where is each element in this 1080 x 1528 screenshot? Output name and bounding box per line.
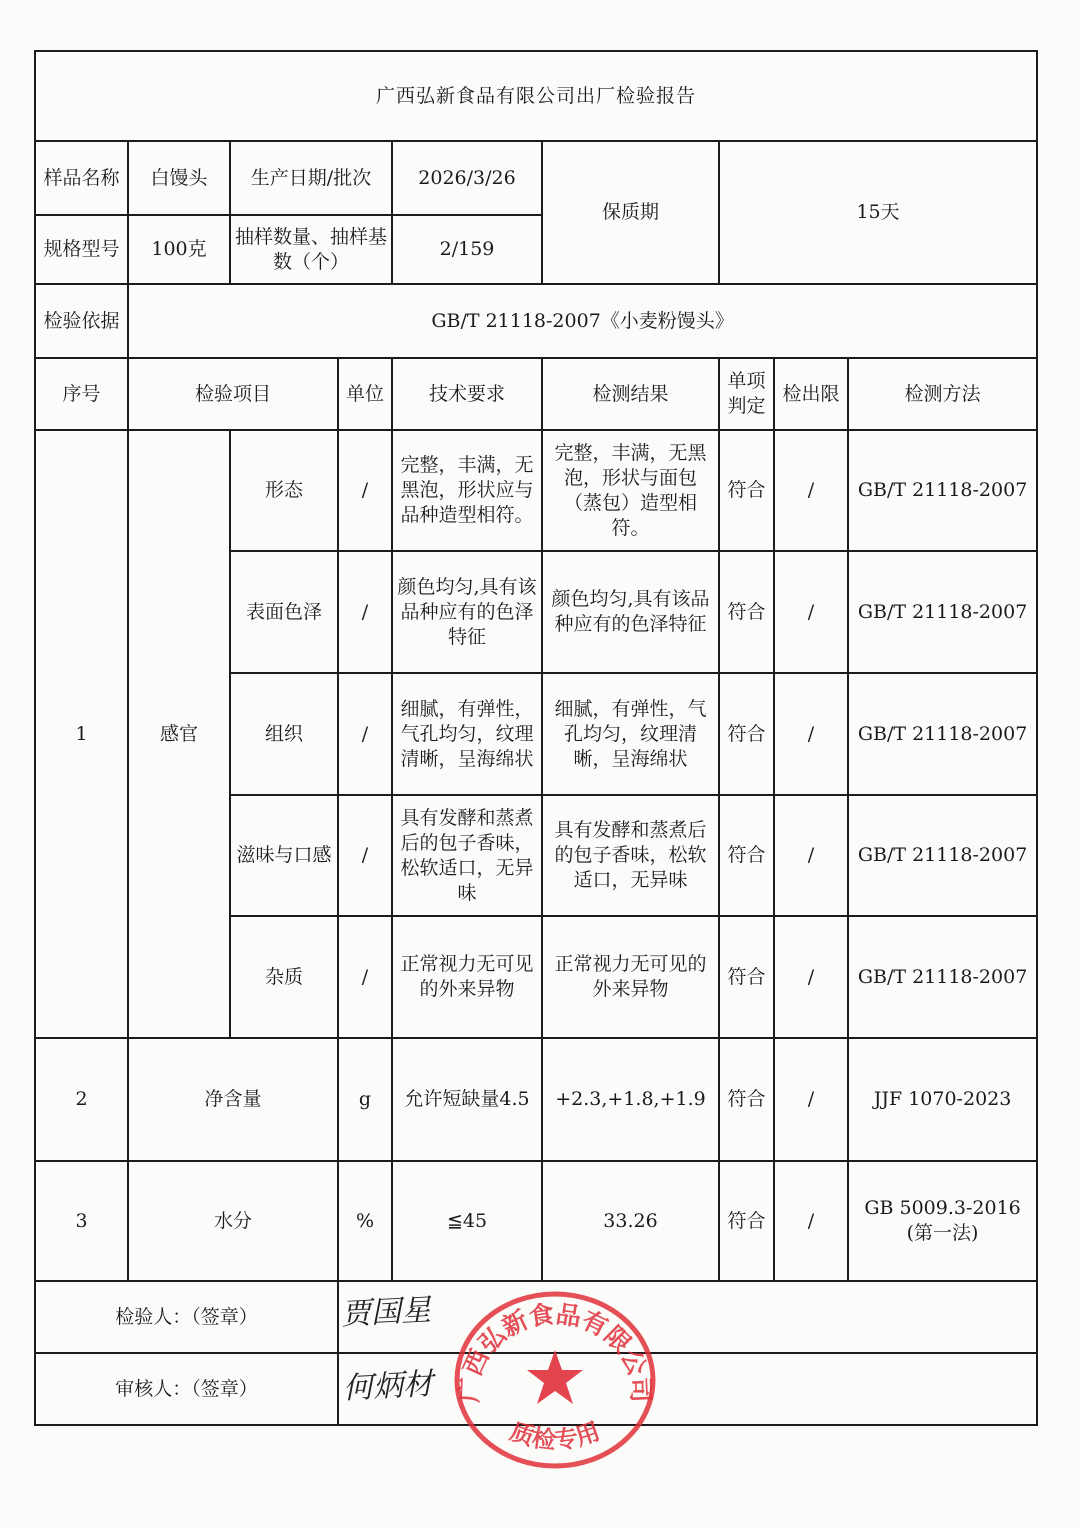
row-limit: / (774, 1161, 848, 1281)
row-limit: / (774, 1038, 848, 1161)
row-verdict: 符合 (719, 1038, 774, 1161)
row-unit: / (338, 551, 392, 673)
col-header-limit: 检出限 (774, 358, 848, 430)
row-item: 水分 (128, 1161, 338, 1281)
company-seal (450, 1288, 660, 1473)
col-header-method: 检测方法 (848, 358, 1037, 430)
inspector-label: 检验人：（签章） (35, 1281, 338, 1353)
sample-name-label: 样品名称 (35, 141, 128, 215)
seal-top-text: 广西弘新食品有限公司 (454, 1299, 656, 1404)
shelf-life-value: 15天 (719, 141, 1037, 284)
seal-star-icon (527, 1350, 583, 1404)
row-requirement: 具有发酵和蒸煮后的包子香味，松软适口，无异味 (392, 795, 542, 916)
row-verdict: 符合 (719, 1161, 774, 1281)
row-limit: / (774, 430, 848, 551)
row-category: 感官 (128, 430, 230, 1038)
row-method: JJF 1070-2023 (848, 1038, 1037, 1161)
inspector-signature: 贾国星 (340, 1292, 432, 1333)
row-item: 滋味与口感 (230, 795, 338, 916)
seal-bottom-text: 质检专用 (506, 1417, 604, 1455)
row-result: 完整，丰满，无黑泡，形状与面包（蒸包）造型相符。 (542, 430, 719, 551)
row-item: 杂质 (230, 916, 338, 1038)
col-header-verdict: 单项判定 (719, 358, 774, 430)
col-header-no: 序号 (35, 358, 128, 430)
row-unit: % (338, 1161, 392, 1281)
row-requirement: 颜色均匀,具有该品种应有的色泽特征 (392, 551, 542, 673)
row-result: 正常视力无可见的外来异物 (542, 916, 719, 1038)
row-verdict: 符合 (719, 430, 774, 551)
row-item: 表面色泽 (230, 551, 338, 673)
basis-label: 检验依据 (35, 284, 128, 358)
svg-text:质检专用 (506, 1417, 603, 1455)
row-item: 净含量 (128, 1038, 338, 1161)
row-no: 3 (35, 1161, 128, 1281)
row-no: 1 (35, 430, 128, 1038)
row-verdict: 符合 (719, 673, 774, 795)
reviewer-signature-cell (338, 1353, 1037, 1425)
row-item: 形态 (230, 430, 338, 551)
inspection-report-table (34, 50, 1038, 1426)
report-title: 广西弘新食品有限公司出厂检验报告 (35, 51, 1037, 141)
row-method: GB/T 21118-2007 (848, 551, 1037, 673)
prod-date-value: 2026/3/26 (392, 141, 542, 215)
row-method: GB/T 21118-2007 (848, 916, 1037, 1038)
row-unit: / (338, 430, 392, 551)
table-row (35, 1038, 1037, 1161)
col-header-requirement: 技术要求 (392, 358, 542, 430)
row-unit: g (338, 1038, 392, 1161)
row-result: 具有发酵和蒸煮后的包子香味，松软适口，无异味 (542, 795, 719, 916)
row-verdict: 符合 (719, 795, 774, 916)
spec-value: 100克 (128, 215, 230, 284)
row-verdict: 符合 (719, 551, 774, 673)
row-result: +2.3,+1.8,+1.9 (542, 1038, 719, 1161)
col-header-result: 检测结果 (542, 358, 719, 430)
row-verdict: 符合 (719, 916, 774, 1038)
row-requirement: 完整，丰满，无黑泡，形状应与品种造型相符。 (392, 430, 542, 551)
reviewer-label: 审核人：（签章） (35, 1353, 338, 1425)
sample-qty-value: 2/159 (392, 215, 542, 284)
row-method: GB 5009.3-2016(第一法) (848, 1161, 1037, 1281)
row-limit: / (774, 795, 848, 916)
row-item: 组织 (230, 673, 338, 795)
row-requirement: ≦45 (392, 1161, 542, 1281)
row-requirement: 正常视力无可见的外来异物 (392, 916, 542, 1038)
row-method: GB/T 21118-2007 (848, 673, 1037, 795)
row-unit: / (338, 916, 392, 1038)
row-unit: / (338, 795, 392, 916)
row-no: 2 (35, 1038, 128, 1161)
table-row (35, 430, 1037, 551)
row-method: GB/T 21118-2007 (848, 430, 1037, 551)
basis-value: GB/T 21118-2007《小麦粉馒头》 (128, 284, 1037, 358)
spec-label: 规格型号 (35, 215, 128, 284)
sample-qty-label: 抽样数量、抽样基数（个） (230, 215, 392, 284)
col-header-item: 检验项目 (128, 358, 338, 430)
row-requirement: 允许短缺量4.5 (392, 1038, 542, 1161)
reviewer-signature: 何炳材 (342, 1366, 434, 1407)
sample-name-value: 白馒头 (128, 141, 230, 215)
row-result: 33.26 (542, 1161, 719, 1281)
row-result: 颜色均匀,具有该品种应有的色泽特征 (542, 551, 719, 673)
row-method: GB/T 21118-2007 (848, 795, 1037, 916)
row-requirement: 细腻，有弹性，气孔均匀，纹理清晰，呈海绵状 (392, 673, 542, 795)
shelf-life-label: 保质期 (542, 141, 719, 284)
table-row (35, 1161, 1037, 1281)
col-header-unit: 单位 (338, 358, 392, 430)
row-limit: / (774, 673, 848, 795)
row-unit: / (338, 673, 392, 795)
inspector-signature-cell (338, 1281, 1037, 1353)
row-limit: / (774, 551, 848, 673)
row-result: 细腻，有弹性，气孔均匀，纹理清晰，呈海绵状 (542, 673, 719, 795)
prod-date-label: 生产日期/批次 (230, 141, 392, 215)
row-limit: / (774, 916, 848, 1038)
